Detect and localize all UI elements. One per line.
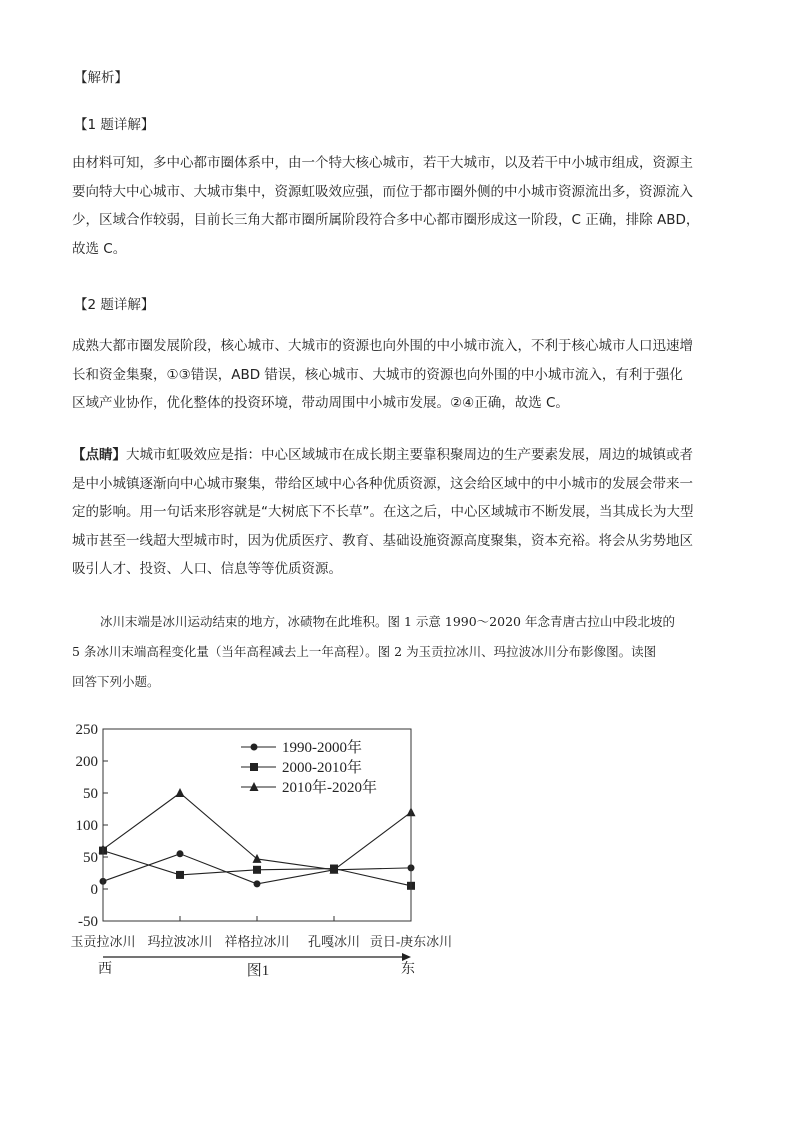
q1-line: 少，区域合作较弱，目前长三角大都市圈所属阶段符合多中心都市圈形成这一阶段，C 正确，排除 ABD， (72, 212, 700, 228)
question-line: 冰川末端是冰川运动结束的地方，冰碛物在此堆积。图 1 示意 1990～2020 年念青唐古拉山中段北坡的 (100, 614, 675, 629)
q1-explanation (72, 149, 722, 263)
y-tick-label: 0 (90, 882, 98, 898)
data-point (176, 788, 185, 797)
q1-line: 故选 C。 (72, 240, 127, 257)
y-tick-label: -50 (78, 914, 98, 930)
q1-line: 要向特大中心城市、大城市集中，资源虹吸效应强，而位于都市圈外侧的中小城市资源流出多，资源流入 (72, 183, 693, 200)
data-point (251, 744, 258, 751)
question-stem (72, 607, 732, 697)
q2-heading: 【2 题详解】 (74, 297, 155, 313)
direction-arrow-head (402, 953, 411, 961)
question-line: 5 条冰川末端高程变化量（当年高程减去上一年高程）。图 2 为玉贡拉冰川、玛拉波冰川分布影像图。读图 (72, 644, 657, 659)
y-tick-label: 200 (75, 754, 98, 770)
analysis-heading: 【解析】 (74, 70, 128, 86)
legend-label: 2000-2010年 (282, 760, 362, 776)
tip-line-text: 大城市虹吸效应是指：中心区域城市在成长期主要靠积聚周边的生产要素发展，周边的城镇或者 (126, 447, 693, 463)
legend-label: 2010年-2020年 (282, 780, 377, 796)
q1-line: 由材料可知，多中心都市圈体系中，由一个特大核心城市，若干大城市，以及若干中小城市组成，资源主 (72, 155, 693, 171)
series-triangle (99, 788, 416, 874)
data-point (254, 880, 261, 887)
data-point (253, 854, 262, 863)
tip-line: 定的影响。用一句话来形容就是“大树底下不长草”。在这之后，中心区域城市不断发展，当其成长为大型 (72, 504, 694, 520)
y-tick-label: 100 (75, 818, 98, 834)
data-point (176, 871, 184, 879)
tip-line: 城市甚至一线超大型城市时，因为优质医疗、教育、基础设施资源高度聚集，资本充裕。将会从劣势地区 (72, 532, 693, 549)
tip-explanation (72, 441, 722, 584)
y-tick-label: 250 (75, 722, 98, 738)
x-tick-label: 玛拉波冰川 (147, 934, 213, 949)
tip-line (72, 441, 722, 470)
data-point (177, 850, 184, 857)
x-tick-label: 贡日-庚东冰川 (369, 934, 453, 949)
data-point (250, 763, 258, 771)
y-tick-label: 50 (83, 850, 98, 866)
tip-line: 是中小城镇逐渐向中心城市聚集，带给区域中心各种优质资源，这会给区域中的中小城市的发展会带来一 (72, 475, 693, 492)
q2-line: 成熟大都市圈发展阶段，核心城市、大城市的资源也向外围的中小城市流入，不利于核心城市人口迅速增 (72, 338, 693, 354)
direction-east-label: 东 (401, 962, 415, 977)
q2-explanation (72, 332, 722, 418)
chart-caption: 图1 (246, 963, 270, 979)
legend-label: 1990-2000年 (282, 740, 362, 756)
y-tick-label: 50 (83, 786, 98, 802)
x-tick-label: 玉贡拉冰川 (70, 934, 136, 949)
tip-line: 吸引人才、投资、人口、信息等等优质资源。 (72, 561, 342, 577)
x-tick-label: 孔嘎冰川 (307, 934, 361, 949)
tip-label: 【点睛】 (72, 447, 126, 463)
data-point (253, 866, 261, 874)
q2-line: 长和资金集聚，①③错误，ABD 错误，核心城市、大城市的资源也向外围的中小城市流入，有利于强化 (72, 366, 683, 383)
question-line: 回答下列小题。 (72, 674, 160, 689)
q2-line: 区域产业协作，优化整体的投资环境，带动周围中小城市发展。②④正确，故选 C。 (72, 395, 569, 411)
glacier-elevation-chart (60, 715, 500, 990)
direction-west-label: 西 (98, 962, 112, 977)
x-tick-label: 祥格拉冰川 (224, 934, 290, 949)
plot-frame (103, 729, 411, 921)
q1-heading: 【1 题详解】 (74, 117, 155, 133)
